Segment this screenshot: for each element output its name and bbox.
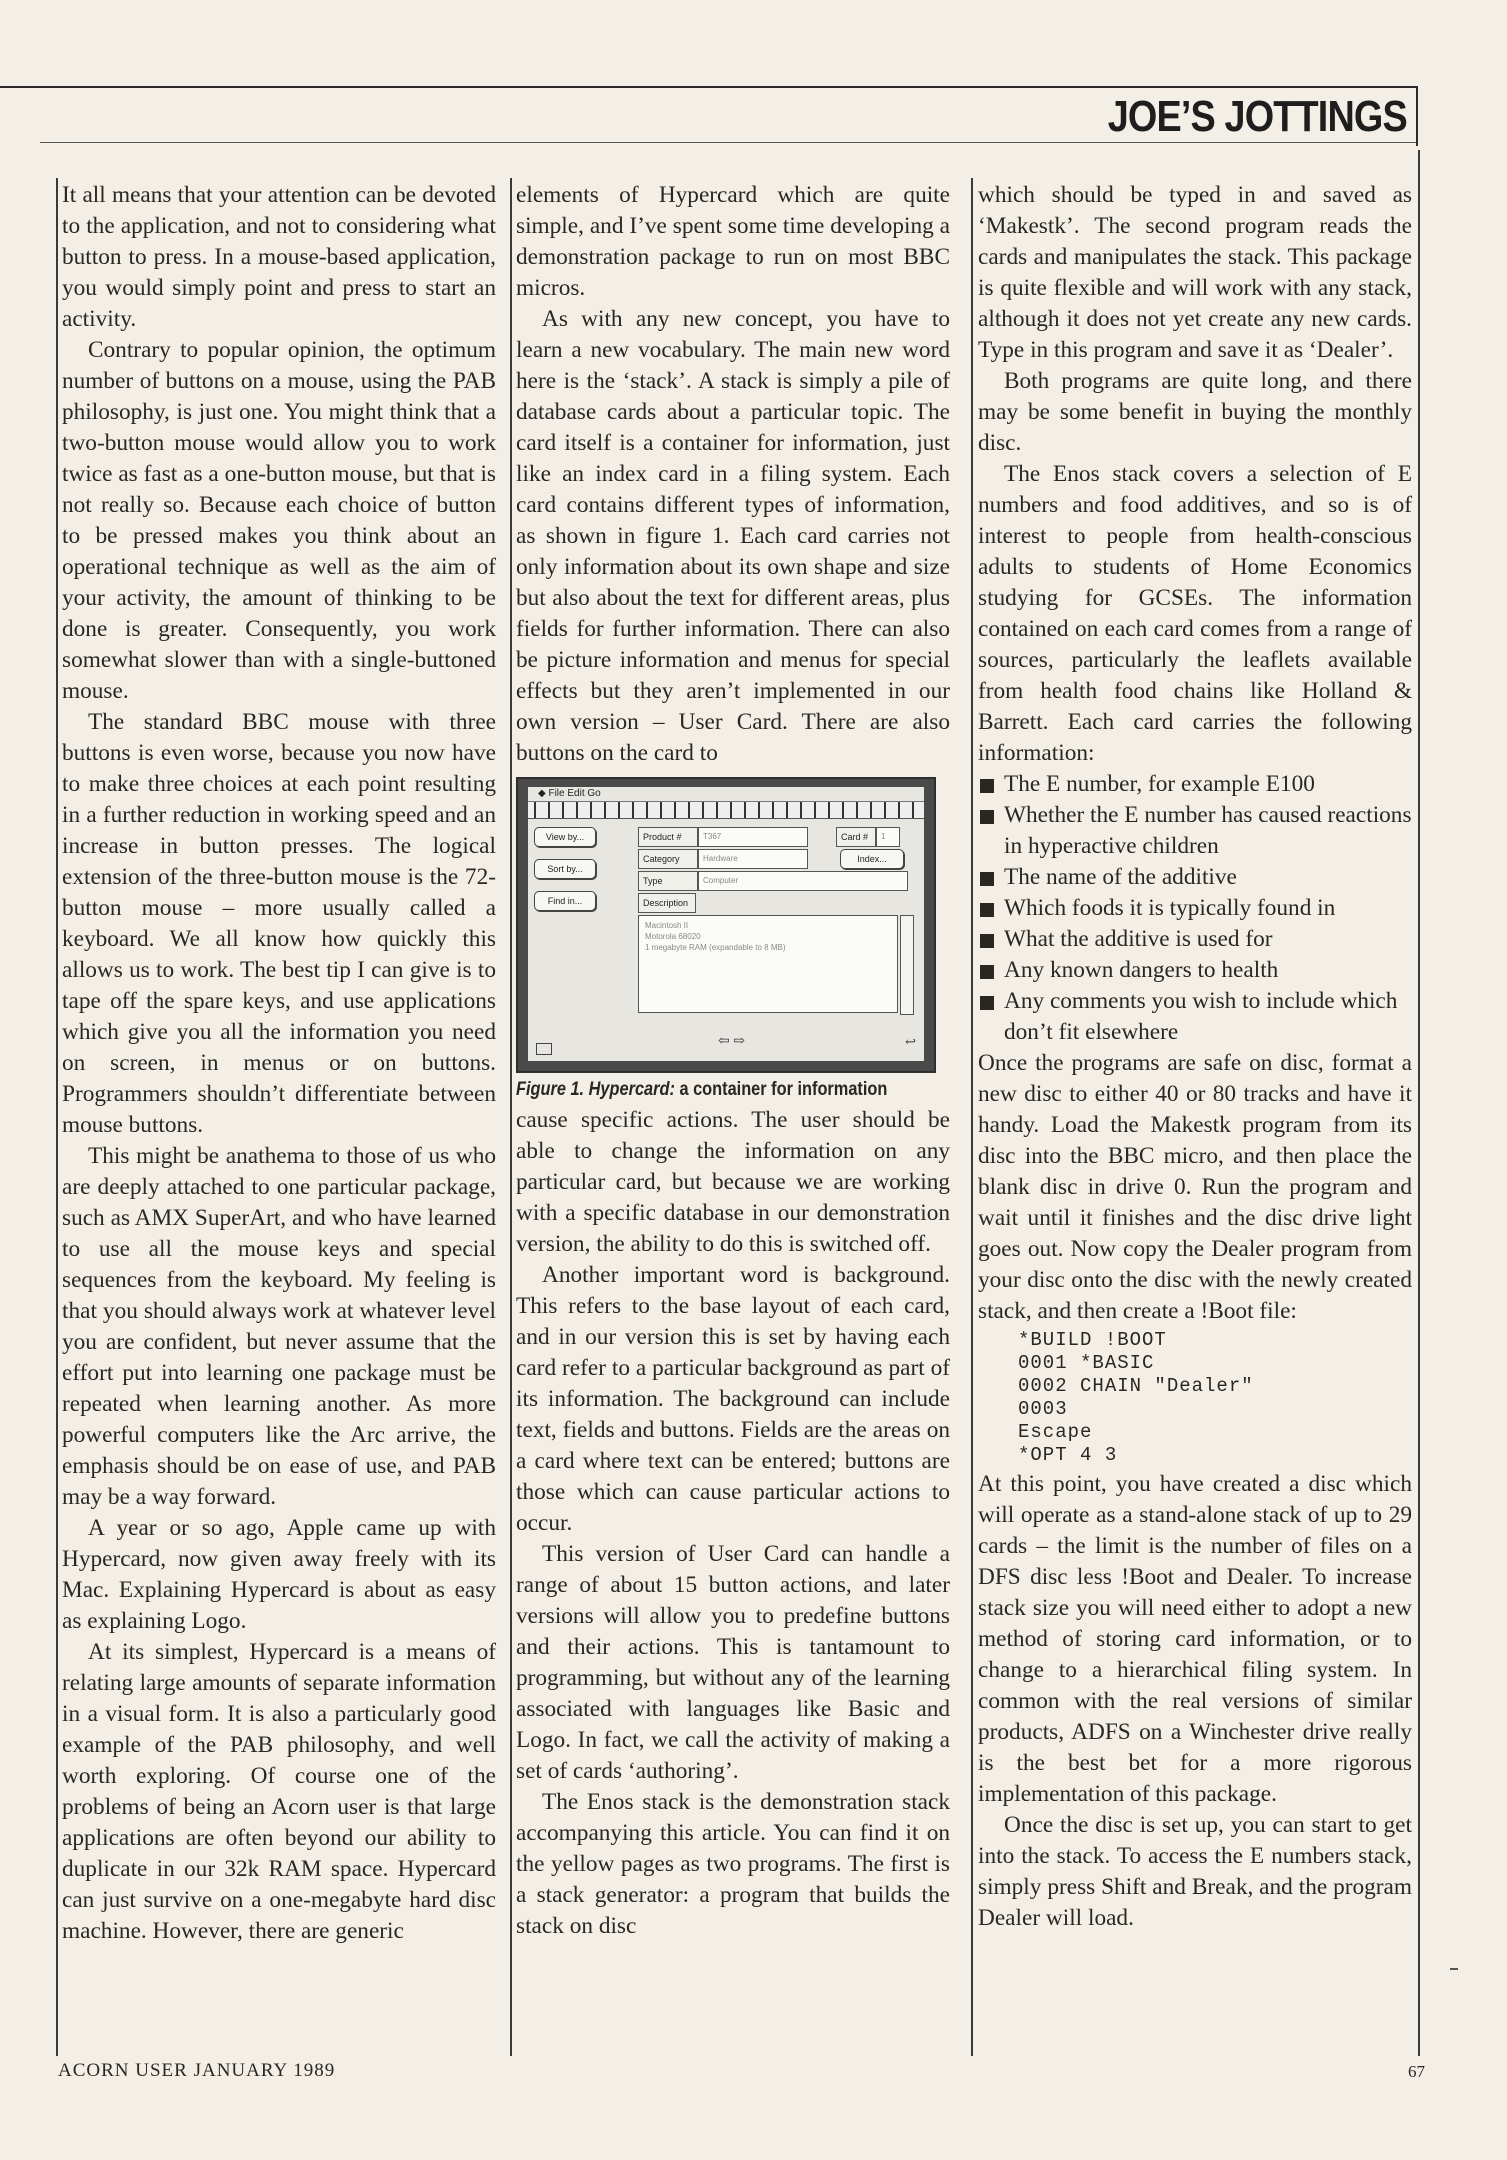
column3-left-rule	[971, 178, 973, 2056]
paragraph: Both programs are quite long, and there may be some benefit in buying the monthly disc.	[978, 368, 1412, 456]
description-label: Description	[638, 893, 696, 913]
boot-file-code: *BUILD !BOOT 0001 *BASIC 0002 CHAIN "Dealer" 0003 Escape *OPT 4 3	[1018, 1329, 1254, 1466]
column3-right-rule	[1418, 150, 1420, 2056]
square-bullet-icon	[980, 903, 994, 917]
figure-caption-label: Figure 1. Hypercard:	[516, 1079, 675, 1100]
header-top-rule	[0, 86, 1418, 88]
return-icon[interactable]: ↩	[905, 1034, 916, 1049]
previous-next-arrows-icon[interactable]: ⇦ ⇨	[718, 1034, 745, 1049]
description-field[interactable]	[638, 915, 898, 1013]
description-line: 1 megabyte RAM (expandable to 8 MB)	[645, 943, 786, 952]
paragraph: elements of Hypercard which are quite simple, and I’ve spent some time developing a demonstration package to run on most BBC micros.	[516, 182, 950, 301]
paragraph: Once the programs are safe on disc, format a new disc to either 40 or 80 tracks and have it handy. Load the Makestk program from its disc into the BBC micro, and then place the blank disc in drive 0. Run the program and wait until it finishes and the disc drive light goes out. Now copy the Dealer program from your disc onto the disc with the newly created stack, and then create a !Boot file:	[978, 1050, 1412, 1324]
square-bullet-icon	[980, 810, 994, 824]
card-ring-binding	[528, 802, 924, 819]
find-in-button[interactable]: Find in...	[534, 891, 596, 911]
list-item: What the additive is used for	[978, 924, 1412, 955]
paragraph: The Enos stack covers a selection of E numbers and food additives, and so is of interest to people from health-conscious adults to students of Home Economics studying for GCSEs. The information contained on each card comes from a range of sources, particularly the leaflets available from health food chains like Holland & Barrett. Each card carries the following information:	[978, 461, 1412, 766]
column-3	[978, 180, 1412, 1934]
square-bullet-icon	[980, 965, 994, 979]
list-item: The name of the additive	[978, 862, 1412, 893]
view-by-button[interactable]: View by...	[534, 827, 596, 847]
square-bullet-icon	[980, 872, 994, 886]
paragraph: As with any new concept, you have to learn a new vocabulary. The main new word here is the ‘stack’. A stack is simply a pile of database cards about a particular topic. The card itself is a container for information, just like an index card in a filing system. Each card contains different types of information, as shown in figure 1. Each card carries not only information about its own shape and size but also about the text for different areas, plus fields for further information. There can also be picture information and menus for special effects but they aren’t implemented in our own version – User Card. There are also buttons on the card to	[516, 306, 950, 766]
product-number-label: Product #	[638, 827, 698, 847]
description-line: Macintosh II	[645, 921, 689, 930]
footer-publication: ACORN USER JANUARY 1989	[58, 2060, 336, 2081]
list-item: Which foods it is typically found in	[978, 893, 1412, 924]
hypercard-screenshot-figure	[516, 777, 936, 1073]
type-label: Type	[638, 871, 698, 891]
column2-left-rule	[510, 178, 512, 2056]
paragraph: At its simplest, Hypercard is a means of relating large amounts of separate information in a visual form. It is also a particularly good example of the PAB philosophy, and well worth exploring. Of course one of the problems of being an Acorn user is that large applications are often beyond our ability to duplicate in our 32k RAM space. Hypercard can just survive on a one-megabyte hard disc machine. However, there are generic	[62, 1639, 496, 1944]
category-field[interactable]: Hardware	[698, 849, 808, 869]
page-number: 67	[1408, 2062, 1425, 2081]
header-underline	[40, 142, 1416, 143]
figure-caption-text: a container for information	[674, 1079, 888, 1100]
home-icon[interactable]	[536, 1043, 552, 1055]
column-1	[62, 180, 496, 1947]
header-right-rule	[1416, 86, 1418, 146]
index-button[interactable]: Index...	[840, 849, 904, 869]
paragraph: which should be typed in and saved as ‘Makestk’. The second program reads the cards and manipulates the stack. This package is quite flexible and will work with any stack, although it does not yet create any new cards. Type in this program and save it as ‘Dealer’.	[978, 182, 1412, 363]
category-label: Category	[638, 849, 698, 869]
list-item: Any comments you wish to include which don’t fit elsewhere	[978, 986, 1412, 1048]
card-number-field[interactable]: 1	[876, 827, 900, 847]
paragraph: This might be anathema to those of us who are deeply attached to one particular package, such as AMX SuperArt, and who have learned to use all the mouse keys and special sequences from the keyboard. My feeling is that you should always work at whatever level you are confident, but never assume that the effort put into learning one package must be repeated when learning another. As more powerful computers like the Arc arrive, the emphasis should be on ease of use, and PAB may be a way forward.	[62, 1143, 496, 1510]
information-bullet-list	[978, 769, 1412, 1048]
description-line: Motorola 68020	[645, 932, 701, 941]
menu-bar: ◆ File Edit Go	[528, 787, 924, 802]
square-bullet-icon	[980, 779, 994, 793]
figure-caption	[516, 1075, 889, 1105]
column1-left-rule	[56, 178, 58, 2056]
paragraph: Contrary to popular opinion, the optimum number of buttons on a mouse, using the PAB philosophy, is just one. You might think that a two-button mouse would allow you to work twice as fast as a one-button mouse, but that is not really so. Because each choice of button to be pressed makes you think about an operational technique as well as the aim of your activity, the amount of thinking to be done is greater. Consequently, you work somewhat slower than with a single-buttoned mouse.	[62, 337, 496, 704]
section-title: JOE’S JOTTINGS	[1107, 92, 1407, 141]
card-number-label: Card #	[836, 827, 876, 847]
paragraph: cause specific actions. The user should be able to change the information on any particular card, but because we are working with a specific database in our demonstration version, the ability to do this is switched off.	[516, 1107, 950, 1257]
sort-by-button[interactable]: Sort by...	[534, 859, 596, 879]
square-bullet-icon	[980, 996, 994, 1010]
margin-mark	[1450, 1968, 1458, 1970]
description-scrollbar[interactable]	[900, 915, 914, 1015]
type-field[interactable]: Computer	[698, 871, 908, 891]
paragraph: This version of User Card can handle a range of about 15 button actions, and later versions will allow you to predefine buttons and their actions. This is tantamount to programming, but without any of the learning associated with languages like Basic and Logo. In fact, we call the activity of making a set of cards ‘authoring’.	[516, 1541, 950, 1784]
paragraph: The Enos stack is the demonstration stack accompanying this article. You can find it on the yellow pages as two programs. The first is a stack generator: a program that builds the stack on disc	[516, 1789, 950, 1939]
paragraph: A year or so ago, Apple came up with Hypercard, now given away freely with its Mac. Explaining Hypercard is about as easy as explaining Logo.	[62, 1515, 496, 1634]
square-bullet-icon	[980, 934, 994, 948]
paragraph: Once the disc is set up, you can start to get into the stack. To access the E numbers stack, simply press Shift and Break, and the program Dealer will load.	[978, 1812, 1412, 1931]
list-item: The E number, for example E100	[978, 769, 1412, 800]
paragraph: It all means that your attention can be devoted to the application, and not to considering what button to press. In a mouse-based application, you would simply point and press to start an activity.	[62, 182, 496, 332]
paragraph: Another important word is background. This refers to the base layout of each card, and in our version this is set by having each card refer to a particular background as part of its information. The background can include text, fields and buttons. Fields are the areas on a card where text can be entered; buttons are those which can cause particular actions to occur.	[516, 1262, 950, 1536]
paragraph: At this point, you have created a disc which will operate as a stand-alone stack of up to 29 cards – the limit is the number of files on a DFS disc less !Boot and Dealer. To increase stack size you will need either to adopt a new method of storing card information, or to change to a hierarchical filing system. In common with the real versions of similar products, ADFS on a Winchester drive really is the best bet for a more rigorous implementation of this package.	[978, 1471, 1412, 1807]
column-2	[516, 180, 950, 1942]
list-item: Whether the E number has caused reactions in hyperactive children	[978, 800, 1412, 862]
paragraph: The standard BBC mouse with three buttons is even worse, because you now have to make three choices at each point resulting in a further reduction in working speed and an increase in button presses. The logical extension of the three-button mouse is the 72-button mouse – more usually called a keyboard. We all know how quickly this allows us to work. The best tip I can give is to tape off the spare keys, and use applications which give you all the information you need on screen, in menus or on buttons. Programmers shouldn’t differentiate between mouse buttons.	[62, 709, 496, 1138]
product-number-field[interactable]: T367	[698, 827, 808, 847]
hypercard-card-screen	[528, 787, 924, 1061]
list-item: Any known dangers to health	[978, 955, 1412, 986]
